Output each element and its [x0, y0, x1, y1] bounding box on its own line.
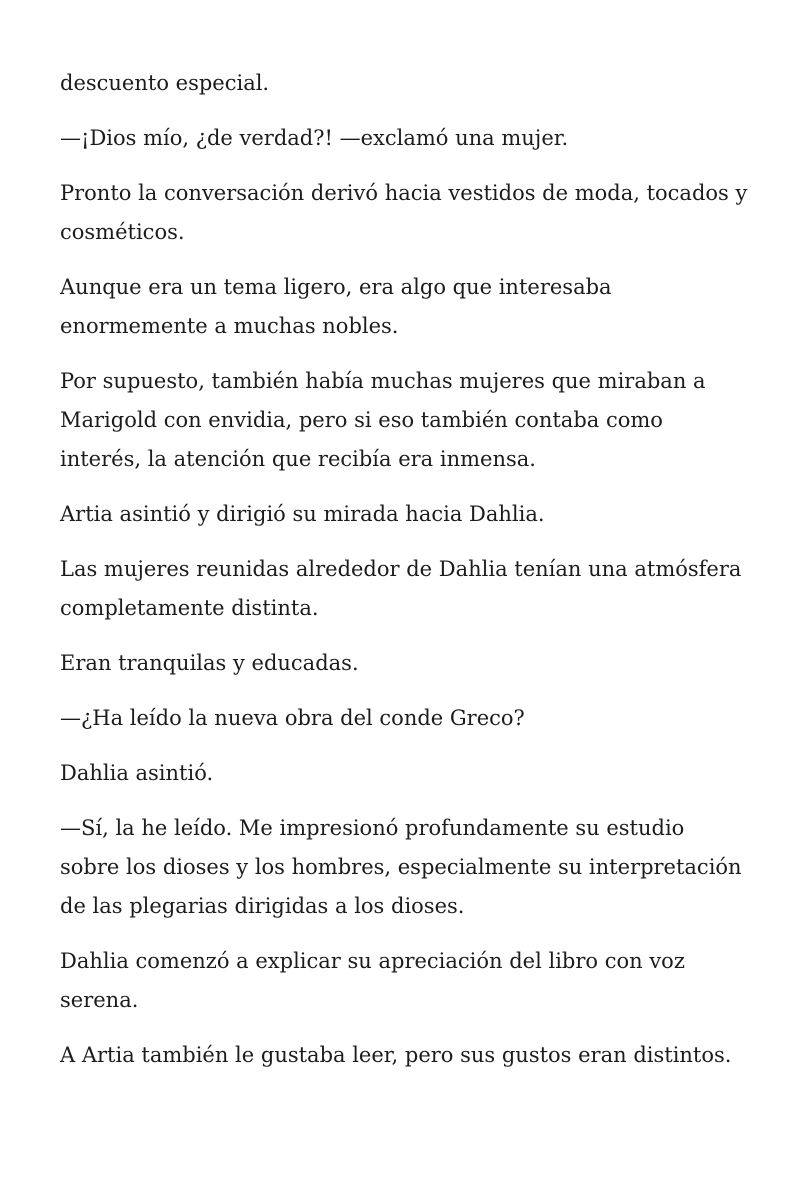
paragraph: descuento especial. — [60, 71, 270, 95]
paragraph: —¿Ha leído la nueva obra del conde Greco? — [60, 706, 525, 730]
paragraph: —¡Dios mío, ¿de verdad?! —exclamó una mujer. — [60, 126, 569, 150]
paragraph: Dahlia comenzó a explicar su apreciación del libro con voz serena. — [60, 949, 685, 1012]
paragraph: Por supuesto, también había muchas mujeres que miraban a Marigold con envidia, pero si eso también contaba como interés, la atención que recibía era inmensa. — [60, 369, 706, 471]
paragraph: Artia asintió y dirigió su mirada hacia Dahlia. — [60, 502, 545, 526]
paragraph: Eran tranquilas y educadas. — [60, 651, 359, 675]
paragraph: Aunque era un tema ligero, era algo que interesaba enormemente a muchas nobles. — [60, 275, 612, 338]
paragraph: Dahlia asintió. — [60, 761, 214, 785]
reading-page — [60, 64, 750, 1091]
paragraph: A Artia también le gustaba leer, pero sus gustos eran distintos. — [60, 1043, 732, 1067]
paragraph: —Sí, la he leído. Me impresionó profundamente su estudio sobre los dioses y los hombres, especialmente su interpretación de las plegarias dirigidas a los dioses. — [60, 816, 742, 918]
paragraph: Pronto la conversación derivó hacia vestidos de moda, tocados y cosméticos. — [60, 181, 748, 244]
paragraph: Las mujeres reunidas alrededor de Dahlia tenían una atmósfera completamente distinta. — [60, 557, 742, 620]
